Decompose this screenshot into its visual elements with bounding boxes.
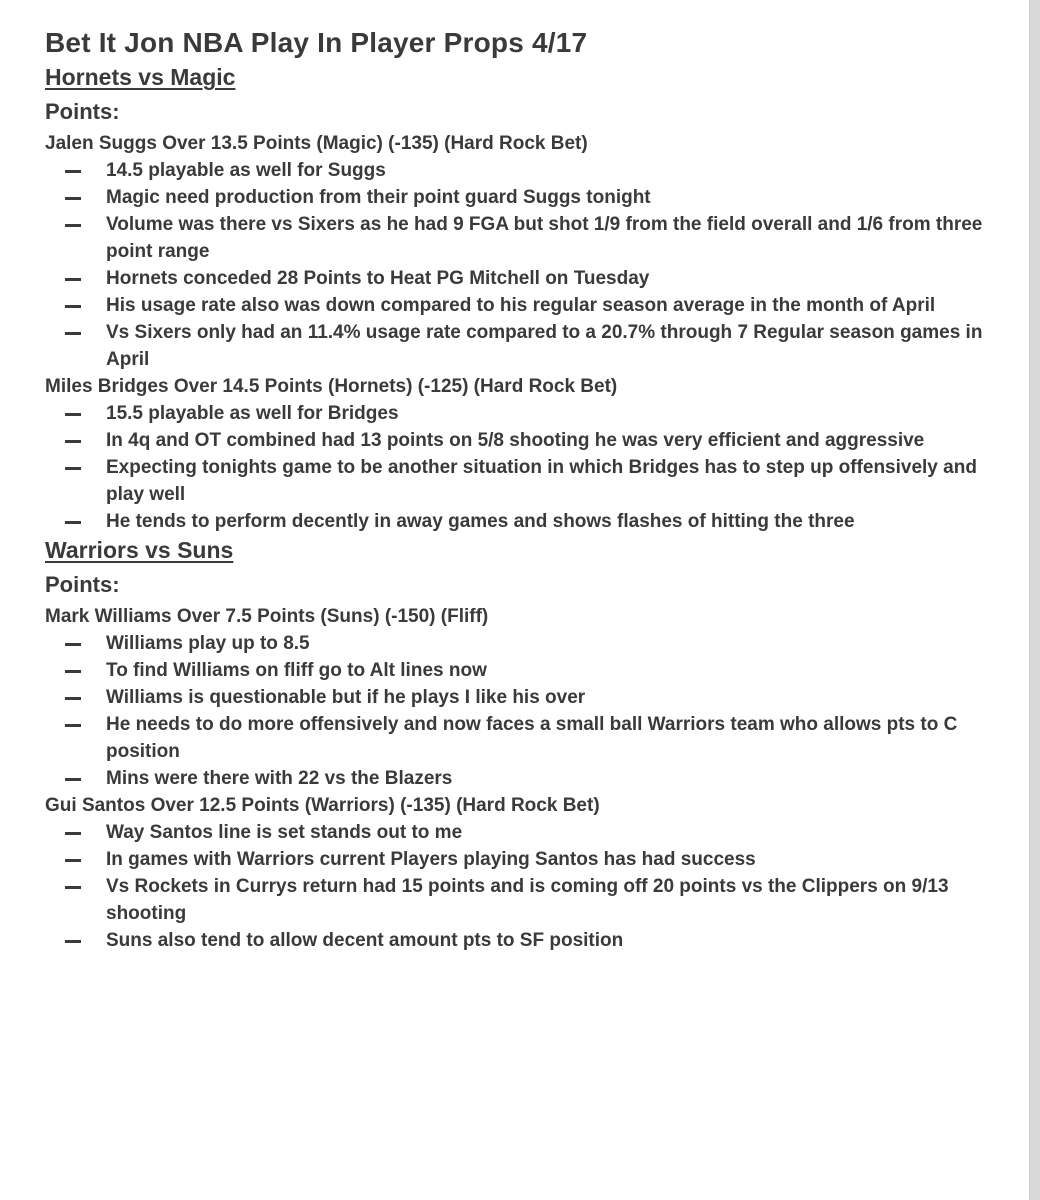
game-heading: Hornets vs Magic [45,64,236,90]
prop-title: Miles Bridges Over 14.5 Points (Hornets) (-125) (Hard Rock Bet) [45,376,618,397]
game-section [45,535,1029,954]
game-heading: Warriors vs Suns [45,537,234,563]
note-item [45,319,1029,373]
note-item [45,157,1029,184]
dash-bullet-icon [65,224,81,227]
prop-title: Mark Williams Over 7.5 Points (Suns) (-150) (Fliff) [45,606,489,627]
note-text: Magic need production from their point guard Suggs tonight [106,187,651,208]
note-text: Mins were there with 22 vs the Blazers [106,768,453,789]
note-text: In 4q and OT combined had 13 points on 5/8 shooting he was very efficient and aggressive [106,430,925,451]
dash-bullet-icon [65,886,81,889]
dash-bullet-icon [65,278,81,281]
note-item [45,400,1029,427]
document-title: Bet It Jon NBA Play In Player Props 4/17 [45,27,588,58]
note-item [45,819,1029,846]
note-text: Hornets conceded 28 Points to Heat PG Mitchell on Tuesday [106,268,650,289]
game-section [45,62,1029,535]
dash-bullet-icon [65,332,81,335]
prop-notes-list [45,157,1029,373]
games-container [45,62,1029,954]
prop-title: Gui Santos Over 12.5 Points (Warriors) (-135) (Hard Rock Bet) [45,795,600,816]
note-item [45,873,1029,927]
dash-bullet-icon [65,197,81,200]
note-text: Vs Sixers only had an 11.4% usage rate compared to a 20.7% through 7 Regular season games in April [106,322,983,370]
note-text: In games with Warriors current Players playing Santos has had success [106,849,756,870]
note-text: Way Santos line is set stands out to me [106,822,463,843]
note-text: Williams is questionable but if he plays I like his over [106,687,586,708]
note-text: Expecting tonights game to be another situation in which Bridges has to step up offensively and play well [106,457,977,505]
dash-bullet-icon [65,778,81,781]
note-item [45,846,1029,873]
note-text: He tends to perform decently in away games and shows flashes of hitting the three [106,511,855,532]
note-item [45,292,1029,319]
note-text: His usage rate also was down compared to his regular season average in the month of April [106,295,936,316]
dash-bullet-icon [65,170,81,173]
note-item [45,184,1029,211]
note-text: Volume was there vs Sixers as he had 9 FGA but shot 1/9 from the field overall and 1/6 from three point range [106,214,983,262]
dash-bullet-icon [65,305,81,308]
note-item [45,454,1029,508]
prop-notes-list [45,630,1029,792]
dash-bullet-icon [65,940,81,943]
dash-bullet-icon [65,832,81,835]
note-text: Vs Rockets in Currys return had 15 points and is coming off 20 points vs the Clippers on 9/13 shooting [106,876,949,924]
note-text: 14.5 playable as well for Suggs [106,160,386,181]
category-label: Points: [45,99,120,124]
dash-bullet-icon [65,467,81,470]
prop-notes-list [45,819,1029,954]
note-text: 15.5 playable as well for Bridges [106,403,399,424]
prop-title: Jalen Suggs Over 13.5 Points (Magic) (-135) (Hard Rock Bet) [45,133,588,154]
note-item [45,711,1029,765]
note-item [45,657,1029,684]
note-text: To find Williams on fliff go to Alt lines now [106,660,487,681]
note-item [45,211,1029,265]
dash-bullet-icon [65,697,81,700]
note-text: Williams play up to 8.5 [106,633,310,654]
note-item [45,265,1029,292]
note-item [45,508,1029,535]
dash-bullet-icon [65,413,81,416]
note-item [45,927,1029,954]
dash-bullet-icon [65,521,81,524]
dash-bullet-icon [65,440,81,443]
note-text: Suns also tend to allow decent amount pts to SF position [106,930,624,951]
note-text: He needs to do more offensively and now faces a small ball Warriors team who allows pts to C position [106,714,958,762]
dash-bullet-icon [65,724,81,727]
note-item [45,427,1029,454]
note-item [45,630,1029,657]
note-item [45,684,1029,711]
prop-notes-list [45,400,1029,535]
dash-bullet-icon [65,859,81,862]
dash-bullet-icon [65,670,81,673]
dash-bullet-icon [65,643,81,646]
note-item [45,765,1029,792]
category-label: Points: [45,572,120,597]
